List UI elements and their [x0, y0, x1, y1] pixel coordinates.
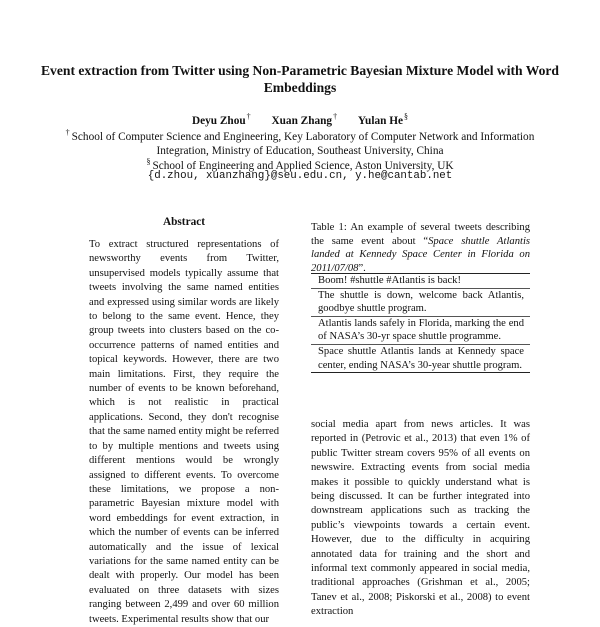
affiliation-seu	[40, 126, 560, 159]
author	[271, 112, 338, 127]
author-list	[40, 112, 560, 127]
tweet-row: Atlantis lands safely in Florida, marking the end of NASA’s 30-yr space shuttle programme.	[311, 316, 530, 344]
author-mark: §	[404, 112, 409, 121]
tweet-row: Boom! #shuttle #Atlantis is back!	[318, 275, 462, 286]
affiliation-text: School of Computer Science and Engineering, Key Laboratory of Computer Network and Information Integration, Ministry of Education, Southeast University, China	[71, 130, 535, 158]
abstract-heading: Abstract	[162, 216, 206, 228]
author	[191, 112, 251, 127]
author	[357, 112, 409, 127]
author-mark: †	[246, 112, 251, 121]
paper-title: Event extraction from Twitter using Non-Parametric Bayesian Mixture Model with Word Embeddings	[40, 63, 559, 95]
caption-suffix: ”.	[358, 262, 366, 274]
introduction-text: social media apart from news articles. It was reported in (Petrovic et al., 2013) that even 1% of public Twitter stream covers 95% of all events on newswire. Extracting events from social media makes it possible to quickly understand what is being discussed. It can be further integrated into downstream applications such as tracking the public’s viewpoints towards a certain event. However, due to the difficulty in acquiring annotated data for training and the short and informal text commonly appeared in social media, traditional approaches (Grishman et al., 2005; Tanev et al., 2008; Piskorski et al., 2008) to event extraction	[311, 419, 530, 618]
caption-event: Space shuttle Atlantis landed at Kennedy Space Center in Florida on 2011/07/08	[311, 235, 531, 274]
abstract-text: To extract structured representations of newsworthy events from Twitter, unsupervised models typically assume that tweets involving the same named entities and expressed using similar words are likely to belong to the same event. Hence, they group tweets into clusters based on the co-occurrence patterns of named entities and topical keywords. However, there are two main limitations. First, they require the number of events to be known beforehand, which is not realistic in practical applications. Second, they don't recognise that the same named entity might be referred to by multiple mentions and tweets using different mentions would be wrongly assigned to different events. To overcome these limitations, we propose a non-parametric Bayesian mixture model with word embeddings for event extraction, in which the number of events can be inferred automatically and the issue of lexical variations for the same named entity can be dealt with properly. Our model has been evaluated on three datasets with sizes ranging between 2,499 and over 60 million tweets. Experimental results show that our	[89, 239, 279, 625]
caption-prefix: Table 1: An example of several tweets describing the same event about “	[311, 222, 530, 247]
author-emails: {d.zhou, xuanzhang}@seu.edu.cn, y.he@cantab.net	[147, 170, 453, 182]
tweet-table	[311, 273, 530, 373]
tweet-row: The shuttle is down, welcome back Atlantis, goodbye shuttle program.	[311, 288, 530, 316]
affiliation-text: School of Engineering and Applied Science, Aston University, UK	[152, 159, 454, 172]
author-name: Yulan He	[357, 114, 404, 127]
author-mark: †	[333, 112, 338, 121]
table-caption	[311, 221, 530, 275]
author-name: Deyu Zhou	[191, 114, 246, 127]
author-name: Xuan Zhang	[271, 114, 333, 127]
tweet-row: Space shuttle Atlantis lands at Kennedy space center, ending NASA’s 30-year shuttle program.	[311, 344, 530, 372]
affiliation-mark: †	[65, 128, 70, 137]
affiliation-mark: §	[146, 157, 151, 166]
